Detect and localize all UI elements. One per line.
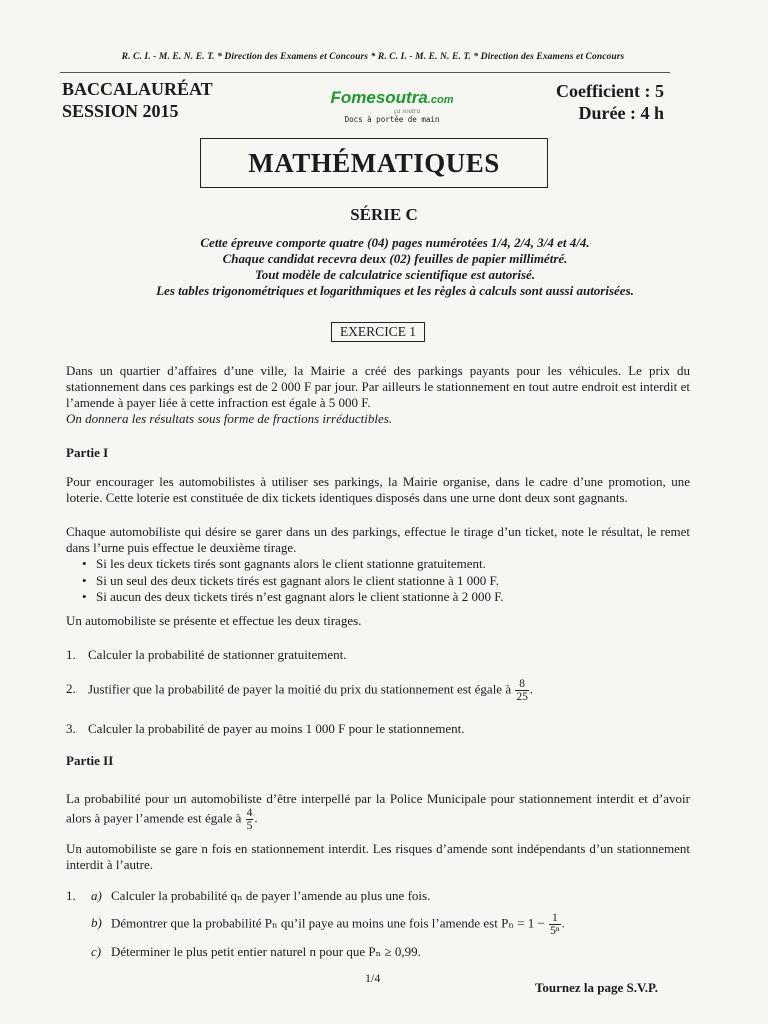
instruction-line: Chaque candidat recevra deux (02) feuilles de papier millimétré. (222, 251, 568, 266)
list-item: • Si un seul des deux tickets tirés est gagnant alors le client stationne à 1 000 F. (96, 573, 504, 590)
list-item: • Si les deux tickets tirés sont gagnants alors le client stationne gratuitement. (96, 556, 504, 573)
question-ii-1c-text: Déterminer le plus petit entier naturel n pour que Pₙ ≥ 0,99. (111, 944, 421, 959)
header-left (62, 78, 213, 122)
logo-name: Fomesoutra (330, 88, 428, 107)
question-ii-1: 1. (66, 888, 76, 903)
question-2-text: Justifier que la probabilité de payer la moitié du prix du stationnement est égale à (88, 681, 512, 697)
partie-1-procedure: Chaque automobiliste qui désire se garer dans un des parkings, effectue le tirage d’un ticket, note le résultat, le remet dans l’urne puis effectue le deuxième tirage. (66, 524, 690, 555)
serie-label: SÉRIE C (350, 205, 418, 224)
partie-1-setup: Un automobiliste se présente et effectue les deux tirages. (66, 613, 362, 628)
partie-1-heading: Partie I (66, 445, 109, 460)
turn-page-note: Tournez la page S.V.P. (534, 980, 658, 995)
exercise-1-context: Dans un quartier d’affaires d’une ville, la Mairie a créé des parkings payants pour les véhicules. Le prix du stationnement dans ces parkings est de 2 000 F par jour. Par ailleurs le stationnement en tout autre endroit est interdit et l’amende à payer liée à cette infraction est égale à 5 000 F. (66, 363, 690, 410)
page-number: 1/4 (365, 971, 381, 985)
question-ii-1a-text: Calculer la probabilité qₙ de payer l’amende au plus une fois. (111, 888, 431, 903)
instruction-line: Cette épreuve comporte quatre (04) pages numérotées 1/4, 2/4, 3/4 et 4/4. (200, 235, 590, 250)
list-item: • Si aucun des deux tickets tirés n’est gagnant alors le client stationne à 2 000 F. (96, 589, 504, 606)
question-3-text: Calculer la probabilité de payer au moins 1 000 F pour le stationnement. (88, 721, 465, 736)
question-ii-1c: c) Déterminer le plus petit entier naturel n pour que Pₙ ≥ 0,99. (91, 944, 421, 959)
question-1-text: Calculer la probabilité de stationner gratuitement. (88, 647, 347, 662)
question-2: 2. Justifier que la probabilité de payer la moitié du prix du stationnement est égale à $\frac{8}{25}$ . (66, 678, 534, 703)
fraction-8-25: $\frac{8}{25}$ (516, 678, 528, 703)
partie-2-setup: Un automobiliste se gare n fois en stationnement interdit. Les risques d’amende sont indépendants d’un stationnement interdit à l’autre. (66, 841, 690, 872)
instruction-line: Les tables trigonométriques et logarithmiques et les règles à calculs sont aussi autorisées. (156, 283, 634, 298)
partie-2-heading: Partie II (66, 753, 114, 768)
partie-1-rules-list (96, 556, 504, 606)
header-ministry-line: R. C. I. - M. E. N. E. T. * Direction des Examens et Concours * R. C. I. - M. E. N. E. T. * Direction des Examens et Concours (121, 52, 625, 62)
fraction-4-5: $\frac{4}{5}$ (246, 807, 253, 832)
logo-domain: .com (427, 94, 454, 106)
exam-name: BACCALAURÉAT (62, 79, 213, 99)
exercise-1-label: EXERCICE 1 (331, 322, 425, 342)
partie-1-paragraph: Pour encourager les automobilistes à utiliser ses parkings, la Mairie organise, dans le cadre d’une promotion, une loterie. Cette loterie est constituée de dix tickets identiques disposés dans une urne dont deux sont gagnants. (66, 474, 690, 505)
header-right (556, 80, 664, 124)
question-1: 1. Calculer la probabilité de stationner gratuitement. (66, 647, 347, 662)
coefficient: Coefficient : 5 (556, 81, 664, 101)
question-ii-1b: b) Démontrer que la probabilité Pₙ qu’il paye au moins une fois l’amende est Pₙ = 1 − $\frac{1}{\text{5ⁿ}}$ . (91, 912, 565, 937)
exam-instructions (70, 235, 720, 299)
fomesoutra-logo (312, 88, 472, 124)
partie-2-text: La probabilité pour un automobiliste d’être interpellé par la Police Municipale pour stationnement interdit et d’avoir alors à payer l’amende est égale à (66, 791, 690, 826)
duration: Durée : 4 h (578, 103, 664, 123)
exercise-1-intro (66, 363, 690, 427)
header-rule (60, 72, 670, 73)
instruction-line: Tout modèle de calculatrice scientifique est autorisé. (254, 267, 536, 282)
subject-title: MATHÉMATIQUES (200, 138, 548, 188)
partie-2-paragraph: La probabilité pour un automobiliste d’être interpellé par la Police Municipale pour stationnement interdit et d’avoir alors à payer l’amende est égale à $\frac{4}{5}$ . (66, 791, 690, 832)
question-ii-1b-text: Démontrer que la probabilité Pₙ qu’il paye au moins une fois l’amende est Pₙ = 1 − (111, 915, 545, 931)
fraction-1-5n: $\frac{1}{\text{5ⁿ}}$ (550, 912, 560, 937)
question-3: 3. Calculer la probabilité de payer au moins 1 000 F pour le stationnement. (66, 721, 465, 736)
exercise-1-note: On donnera les résultats sous forme de fractions irréductibles. (66, 411, 393, 426)
question-ii-1a: a) Calculer la probabilité qₙ de payer l’amende au plus une fois. (91, 888, 431, 903)
logo-subtitle: Docs à portée de main (344, 115, 440, 124)
exam-session: SESSION 2015 (62, 101, 179, 121)
logo-tagline: ça soutra (393, 107, 421, 115)
